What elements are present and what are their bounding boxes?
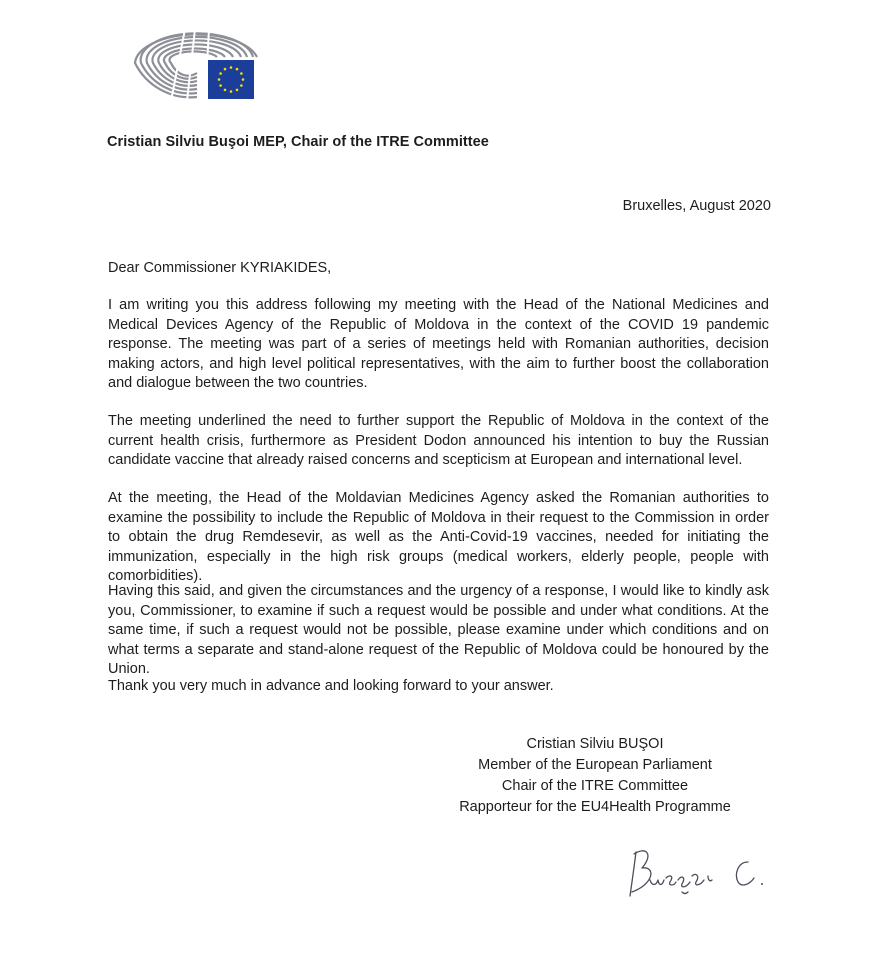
eu-star-icon xyxy=(230,66,233,69)
letter-header: Cristian Silviu Buşoi MEP, Chair of the ITRE Committee xyxy=(107,134,489,150)
eu-star-icon xyxy=(219,72,222,75)
eu-star-icon xyxy=(224,68,227,71)
paragraph-2: The meeting underlined the need to further support the Republic of Moldova in the context of the current health crisis, furthermore as President Dodon announced his intention to buy the Russian candidate vaccine that already raised concerns and scepticism at European and international level. xyxy=(108,413,769,468)
closing-line: Thank you very much in advance and looking forward to your answer. xyxy=(108,678,554,694)
eu-star-icon xyxy=(240,72,243,75)
signatory-name: Cristian Silviu BUŞOI xyxy=(526,736,664,752)
signatory-title-1: Member of the European Parliament xyxy=(478,757,712,773)
paragraph-4: Having this said, and given the circumstances and the urgency of a response, I would like to kindly ask you, Commissioner, to examine if such a request would be possible and under what conditions. At the same time, if such a request would not be possible, please examine under which conditions and on what terms a separate and stand-alone request of the Republic of Moldova could be honoured by the Union. xyxy=(108,583,769,677)
eu-star-icon xyxy=(242,78,245,81)
paragraph-3: At the meeting, the Head of the Moldavian Medicines Agency asked the Romanian authorities to examine the possibility to include the Republic of Moldova in their request to the Commission in order to obtain the drug Remdesevir, as well as the Anti-Covid-19 vaccines, needed for initiating the immunization, especially in the high risk groups (medical workers, elderly people, people with comorbidities). xyxy=(108,490,769,584)
letter-date: Bruxelles, August 2020 xyxy=(622,198,771,214)
eu-star-icon xyxy=(230,90,233,93)
paragraph-1: I am writing you this address following my meeting with the Head of the National Medicines and Medical Devices Agency of the Republic of Moldova in the context of the COVID 19 pandemic response. The meeting was part of a series of meetings held with Romanian authorities, decision making actors, and high level political representatives, with the aim to further boost the collaboration and dialogue between the two countries. xyxy=(108,297,769,391)
signature-block xyxy=(440,734,750,818)
eu-flag-icon xyxy=(208,60,254,99)
eu-star-icon xyxy=(219,84,222,87)
eu-star-icon xyxy=(218,78,221,81)
eu-star-icon xyxy=(224,89,227,92)
eu-star-icon xyxy=(236,89,239,92)
handwritten-signature xyxy=(620,840,780,904)
european-parliament-logo-icon xyxy=(133,27,258,103)
signatory-title-3: Rapporteur for the EU4Health Programme xyxy=(459,799,731,815)
eu-star-icon xyxy=(240,84,243,87)
salutation: Dear Commissioner KYRIAKIDES, xyxy=(108,260,332,276)
signatory-title-2: Chair of the ITRE Committee xyxy=(501,778,689,794)
eu-star-icon xyxy=(236,68,239,71)
